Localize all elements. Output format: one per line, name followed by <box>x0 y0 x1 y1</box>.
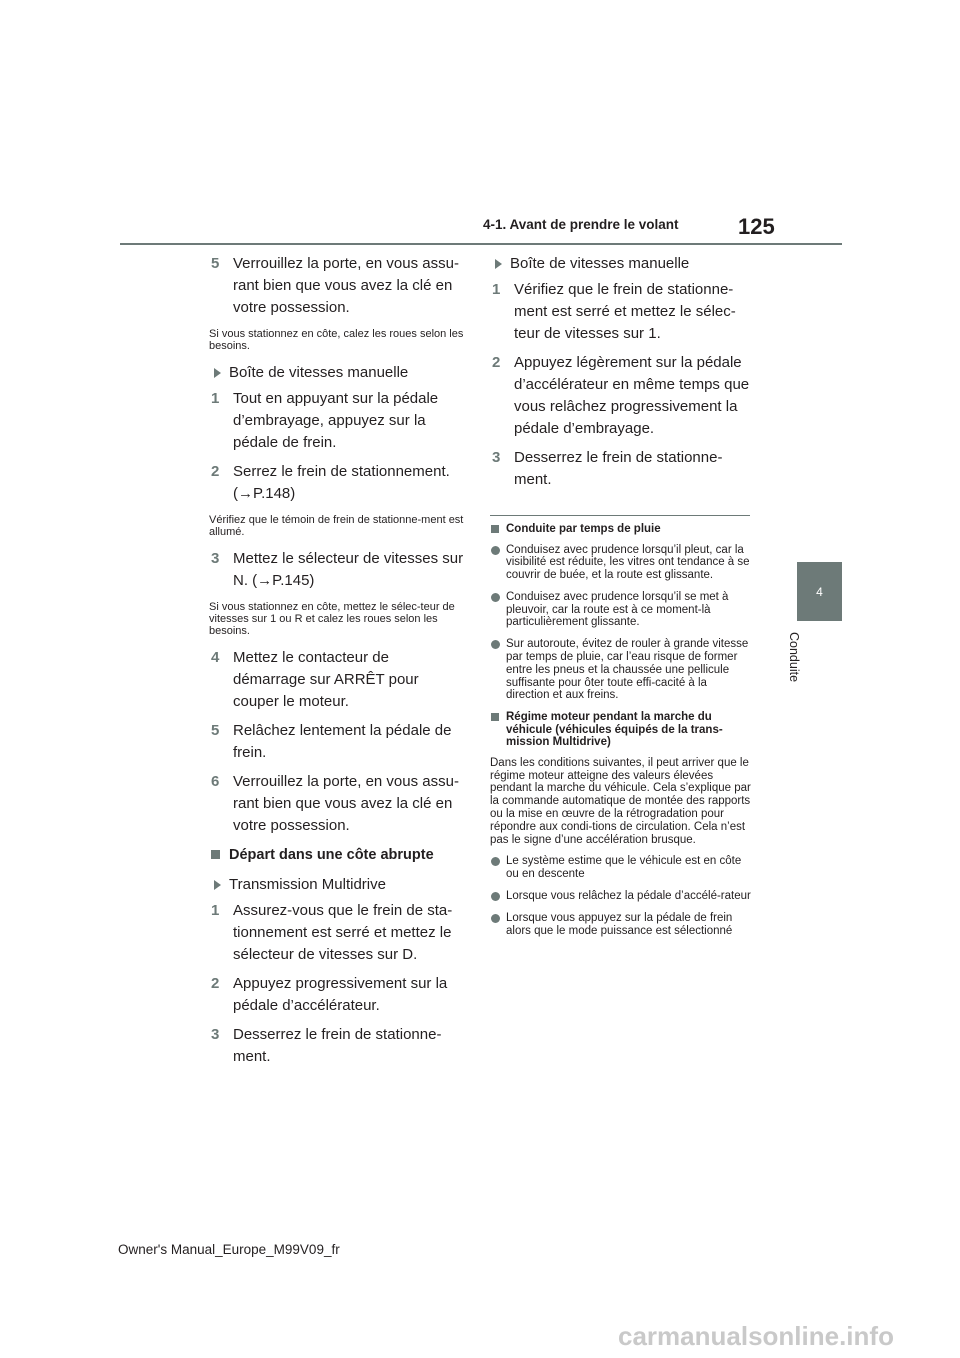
step-number: 2 <box>211 463 220 480</box>
heading-text: Régime moteur pendant la marche du véhicule (véhicules équipés de la trans-mission Multidrive) <box>506 711 723 749</box>
note: Si vous stationnez en côte, calez les roues selon les besoins. <box>209 328 464 352</box>
info-heading <box>490 711 752 749</box>
list-item <box>490 544 752 582</box>
square-bullet-icon <box>491 525 499 533</box>
step <box>209 900 465 966</box>
section-heading <box>209 844 465 866</box>
square-bullet-icon <box>491 713 499 721</box>
step <box>209 647 465 713</box>
step-text: Desserrez le frein de stationne-ment. <box>514 449 723 488</box>
step <box>490 279 752 345</box>
step-number: 6 <box>211 773 220 790</box>
step <box>209 720 465 764</box>
list-item <box>490 912 752 938</box>
step <box>490 447 752 491</box>
step-text: Desserrez le frein de stationne-ment. <box>233 1026 442 1065</box>
step-text: Mettez le sélecteur de vitesses sur N. (→P.145) <box>233 550 464 589</box>
step <box>209 253 465 319</box>
step-number: 2 <box>492 354 501 371</box>
circle-bullet-icon <box>491 857 500 866</box>
circle-bullet-icon <box>491 640 500 649</box>
step-text: Serrez le frein de stationnement. (→P.148) <box>233 463 450 502</box>
list-item-text: Lorsque vous relâchez la pédale d’accélé-rateur <box>506 889 751 902</box>
heading-text: Conduite par temps de pluie <box>506 523 661 535</box>
step-number: 1 <box>211 902 220 919</box>
step-number: 3 <box>492 449 501 466</box>
chapter-tab <box>797 562 842 621</box>
list-item <box>490 638 752 702</box>
step-text: Appuyez progressivement sur la pédale d’accélérateur. <box>233 975 448 1014</box>
subsection-label <box>209 362 465 384</box>
triangle-icon <box>495 259 502 269</box>
subsection-text: Boîte de vitesses manuelle <box>229 364 409 381</box>
step-number: 4 <box>211 649 220 666</box>
step-number: 5 <box>211 255 220 272</box>
list-item <box>490 855 752 881</box>
list-item-text: Conduisez avec prudence lorsqu’il pleut, car la visibilité est réduite, les vitres ont tendance à se couvrir de buée, et la route est glissante. <box>506 543 750 582</box>
subsection-text: Boîte de vitesses manuelle <box>510 255 690 272</box>
info-paragraph: Dans les conditions suivantes, il peut arriver que le régime moteur atteigne des valeurs élevées pendant la marche du véhicule. Cela s’explique par la commande automatique de montée des rapports ou la mise en œuvre de la rétrogradation pour répondre aux condi-tions de circulation. Cela n’est pas le signe d’une accélération brusque. <box>490 756 751 846</box>
step-number: 1 <box>492 281 501 298</box>
list-item-text: Le système estime que le véhicule est en côte ou en descente <box>506 855 742 881</box>
note: Vérifiez que le témoin de frein de stationne-ment est allumé. <box>209 514 464 538</box>
step-text: Assurez-vous que le frein de sta-tionnement est serré et mettez le sélecteur de vitesses sur D. <box>233 902 453 963</box>
heading-text: Départ dans une côte abrupte <box>229 847 434 863</box>
page-number: 125 <box>738 214 775 239</box>
note: Si vous stationnez en côte, mettez le sélec-teur de vitesses sur 1 ou R et calez les roues selon les besoins. <box>209 601 455 637</box>
footer-text: Owner's Manual_Europe_M99V09_fr <box>118 1242 340 1257</box>
step-text: Verrouillez la porte, en vous assu-rant bien que vous avez la clé en votre possession. <box>233 255 459 316</box>
step <box>490 352 752 440</box>
info-divider <box>490 515 750 516</box>
section-title: 4-1. Avant de prendre le volant <box>483 217 679 232</box>
step-number: 1 <box>211 390 220 407</box>
step <box>209 548 465 592</box>
watermark: carmanualsonline.info <box>618 1321 894 1351</box>
subsection-text: Transmission Multidrive <box>229 876 386 893</box>
step-text: Vérifiez que le frein de stationne-ment est serré et mettez le sélec-teur de vitesses sur 1. <box>514 281 736 342</box>
left-column <box>209 253 465 1075</box>
chapter-label: Conduite <box>787 632 801 683</box>
step-text: Relâchez lentement la pédale de frein. <box>233 722 452 761</box>
circle-bullet-icon <box>491 593 500 602</box>
square-bullet-icon <box>211 850 220 859</box>
right-column <box>490 253 752 946</box>
step <box>209 388 465 454</box>
list-item <box>490 591 752 629</box>
circle-bullet-icon <box>491 914 500 923</box>
step-number: 3 <box>211 550 220 567</box>
list-item-text: Conduisez avec prudence lorsqu’il se met à pleuvoir, car la route est à ce moment-là particulièrement glissante. <box>506 590 729 629</box>
triangle-icon <box>214 368 221 378</box>
subsection-label <box>209 874 465 896</box>
circle-bullet-icon <box>491 546 500 555</box>
list-item <box>490 890 752 903</box>
step-text: Mettez le contacteur de démarrage sur ARRÊT pour couper le moteur. <box>233 649 419 710</box>
step-text: Tout en appuyant sur la pédale d’embrayage, appuyez sur la pédale de frein. <box>233 390 439 451</box>
info-heading <box>490 523 752 536</box>
header-divider <box>120 243 842 245</box>
step-number: 5 <box>211 722 220 739</box>
circle-bullet-icon <box>491 892 500 901</box>
step-number: 2 <box>211 975 220 992</box>
step <box>209 973 465 1017</box>
list-item-text: Lorsque vous appuyez sur la pédale de frein alors que le mode puissance est sélectionné <box>506 911 733 937</box>
step-text: Appuyez légèrement sur la pédale d’accélérateur en même temps que vous relâchez progressivement la pédale d’embrayage. <box>514 354 750 437</box>
step <box>209 1024 465 1068</box>
step <box>209 461 465 505</box>
step-number: 3 <box>211 1026 220 1043</box>
list-item-text: Sur autoroute, évitez de rouler à grande vitesse par temps de pluie, car l’eau risque de former entre les pneus et la chaussée une pellicule suffisante pour ôter toute effi-cacité à la direction et aux freins. <box>506 638 749 702</box>
step-text: Verrouillez la porte, en vous assu-rant bien que vous avez la clé en votre possession. <box>233 773 459 834</box>
subsection-label <box>490 253 752 275</box>
chapter-number: 4 <box>816 584 823 599</box>
step <box>209 771 465 837</box>
triangle-icon <box>214 880 221 890</box>
